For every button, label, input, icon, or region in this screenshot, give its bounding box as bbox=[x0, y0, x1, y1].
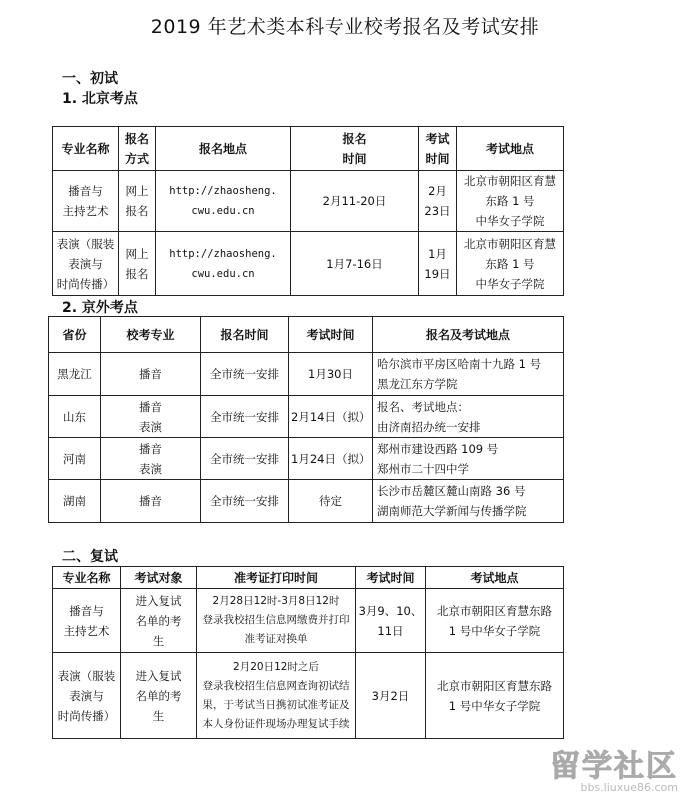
table-cell: 全市统一安排 bbox=[201, 438, 289, 480]
table-cell: 播音 bbox=[101, 353, 201, 396]
table-cell: 全市统一安排 bbox=[201, 396, 289, 438]
table-cell: 2月11-20日 bbox=[291, 171, 419, 232]
table-cell: 网上 报名 bbox=[119, 171, 156, 232]
table-cell: 3月2日 bbox=[356, 653, 426, 739]
table-cell: 黑龙江 bbox=[49, 353, 101, 396]
table-cell: 北京市朝阳区育慧 东路 1 号 中华女子学院 bbox=[457, 232, 564, 296]
table-cell: 湖南 bbox=[49, 480, 101, 523]
header-cell: 考试地点 bbox=[426, 567, 564, 589]
header-cell: 考试对象 bbox=[121, 567, 197, 589]
table-cell: 1月7-16日 bbox=[291, 232, 419, 296]
table-cell: 河南 bbox=[49, 438, 101, 480]
header-cell: 考试 时间 bbox=[419, 127, 457, 171]
header-cell: 专业名称 bbox=[53, 567, 121, 589]
watermark-url: bbs.liuxue86.com bbox=[580, 781, 678, 794]
second-exam-table bbox=[52, 566, 564, 739]
registration-link[interactable]: http://zhaosheng. cwu.edu.cn bbox=[156, 171, 291, 232]
table-cell: 1月30日 bbox=[289, 353, 373, 396]
table-cell: 3月9、10、 11日 bbox=[356, 589, 426, 653]
table-cell: 网上 报名 bbox=[119, 232, 156, 296]
table-row bbox=[49, 438, 564, 480]
table-cell: 北京市朝阳区育慧东路 1 号中华女子学院 bbox=[426, 653, 564, 739]
table-row bbox=[53, 653, 564, 739]
table-cell: 2月20日12时之后 登录我校招生信息网查询初试结 果，于考试当日携初试准考证及 本人身份证件现场办理复试手续 bbox=[197, 653, 356, 739]
beijing-exam-table bbox=[52, 126, 564, 296]
table-cell: 进入复试 名单的考 生 bbox=[121, 589, 197, 653]
header-cell: 报名 时间 bbox=[291, 127, 419, 171]
table-cell: 全市统一安排 bbox=[201, 480, 289, 523]
subheading-beijing: 1. 北京考点 bbox=[62, 91, 138, 107]
header-cell: 考试地点 bbox=[457, 127, 564, 171]
table-header-row bbox=[49, 317, 564, 353]
page-title: 2019 年艺术类本科专业校考报名及考试安排 bbox=[150, 16, 540, 38]
table-cell: 待定 bbox=[289, 480, 373, 523]
header-cell: 报名时间 bbox=[201, 317, 289, 353]
header-cell: 考试时间 bbox=[289, 317, 373, 353]
table-cell: 北京市朝阳区育慧 东路 1 号 中华女子学院 bbox=[457, 171, 564, 232]
header-cell: 校考专业 bbox=[101, 317, 201, 353]
table-cell: 报名、考试地点： 由济南招办统一安排 bbox=[373, 396, 564, 438]
table-row bbox=[49, 396, 564, 438]
table-cell: 播音与 主持艺术 bbox=[53, 589, 121, 653]
header-cell: 准考证打印时间 bbox=[197, 567, 356, 589]
header-cell: 报名 方式 bbox=[119, 127, 156, 171]
table-cell: 长沙市岳麓区麓山南路 36 号 湖南师范大学新闻与传播学院 bbox=[373, 480, 564, 523]
table-cell: 表演（服装 表演与 时尚传播） bbox=[53, 232, 119, 296]
header-cell: 报名地点 bbox=[156, 127, 291, 171]
table-cell: 2月14日（拟） bbox=[289, 396, 373, 438]
table-cell: 播音 bbox=[101, 480, 201, 523]
table-cell: 郑州市建设西路 109 号 郑州市二十四中学 bbox=[373, 438, 564, 480]
table-row bbox=[53, 171, 564, 232]
section-heading-second-exam: 二、复试 bbox=[62, 549, 118, 565]
header-cell: 专业名称 bbox=[53, 127, 119, 171]
watermark-logo-text: 留学社区 bbox=[550, 749, 678, 784]
table-cell: 进入复试 名单的考 生 bbox=[121, 653, 197, 739]
table-cell: 播音 表演 bbox=[101, 396, 201, 438]
table-row bbox=[49, 353, 564, 396]
table-cell: 2月 23日 bbox=[419, 171, 457, 232]
table-header-row bbox=[53, 127, 564, 171]
table-cell: 1月24日（拟） bbox=[289, 438, 373, 480]
header-cell: 省份 bbox=[49, 317, 101, 353]
table-row bbox=[53, 589, 564, 653]
section-heading-first-exam: 一、初试 bbox=[62, 71, 118, 87]
table-cell: 全市统一安排 bbox=[201, 353, 289, 396]
header-cell: 报名及考试地点 bbox=[373, 317, 564, 353]
table-cell: 播音 表演 bbox=[101, 438, 201, 480]
table-cell: 山东 bbox=[49, 396, 101, 438]
header-cell: 考试时间 bbox=[356, 567, 426, 589]
table-header-row bbox=[53, 567, 564, 589]
table-cell: 播音与 主持艺术 bbox=[53, 171, 119, 232]
registration-link[interactable]: http://zhaosheng. cwu.edu.cn bbox=[156, 232, 291, 296]
table-cell: 1月 19日 bbox=[419, 232, 457, 296]
table-cell: 表演（服装 表演与 时尚传播） bbox=[53, 653, 121, 739]
table-row bbox=[49, 480, 564, 523]
subheading-outside-beijing: 2. 京外考点 bbox=[62, 300, 138, 316]
table-cell: 哈尔滨市平房区哈南十九路 1 号 黑龙江东方学院 bbox=[373, 353, 564, 396]
outside-beijing-table bbox=[48, 316, 564, 523]
watermark bbox=[550, 741, 678, 794]
table-cell: 2月28日12时-3月8日12时 登录我校招生信息网缴费并打印 准考证对换单 bbox=[197, 589, 356, 653]
table-cell: 北京市朝阳区育慧东路 1 号中华女子学院 bbox=[426, 589, 564, 653]
table-row bbox=[53, 232, 564, 296]
